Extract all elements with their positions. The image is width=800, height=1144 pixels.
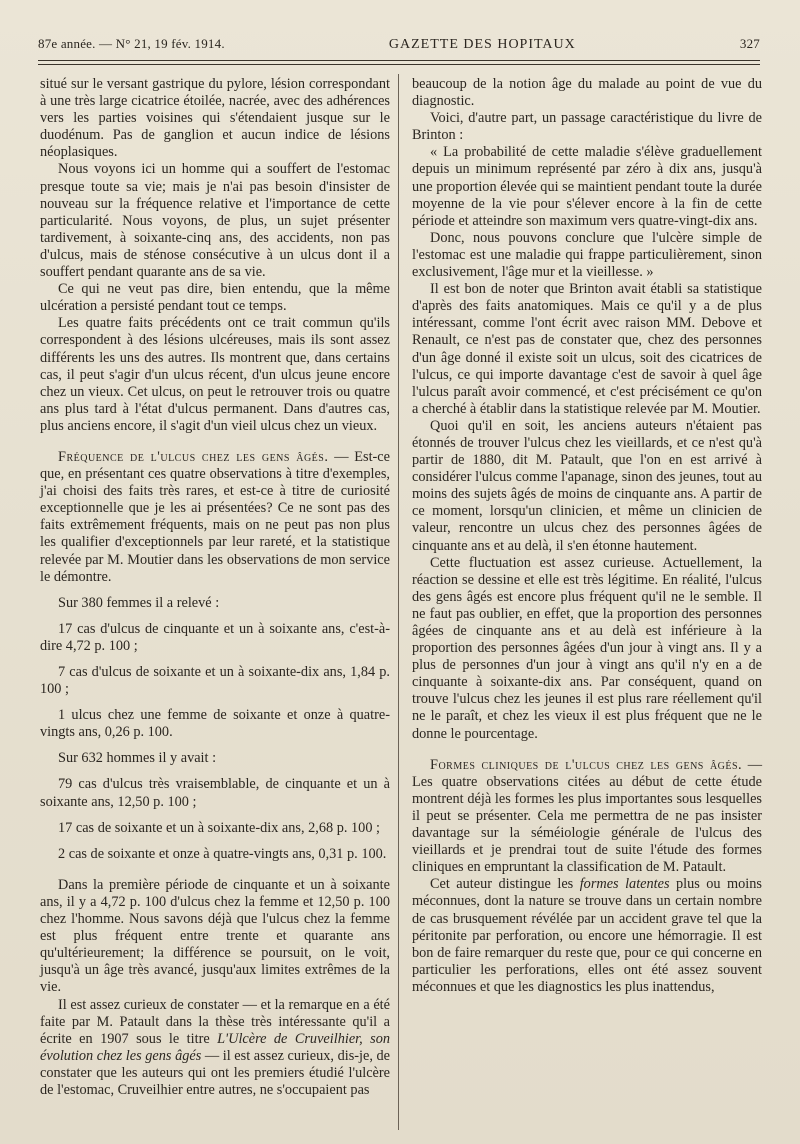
section-text: — Les quatre observations citées au début de cette étude montrent déjà les formes les plus importantes sous lesquelles il peut se présenter. Cela me permettra de ne pas insister davantage sur la séméiologie générale de l'ulcus des vieillards et je prendrai tout de suite l'étude des formes cliniques en empruntant la classification de M. Patault. [412,756,763,876]
text-run: Il est assez curieux de constater — et la remarque en a été faite par M. Patault dans la thèse très intéressante qu'il a écrite en 1907 sous le titre [40,996,390,1047]
left-column [40,76,390,1099]
text-run: — il est assez curieux, dis-je, de constater que les auteurs qui ont les premiers étudié l'ulcère de l'estomac, Cruveilhier entre autres, ne s'occupaient pas [40,1047,390,1098]
paragraph [412,876,762,996]
statistic-line: 79 cas d'ulcus très vraisemblable, de cinquante et un à soixante ans, 12,50 p. 100 ; [40,776,390,810]
paragraph: Nous voyons ici un homme qui a souffert de l'estomac presque toute sa vie; mais je n'ai pas besoin d'insister de nouveau sur la fréquence relative et l'importance de cette particularité. Nous voyons, de plus, un sujet présenter tardivement, à soixante-cinq ans, des accidents, non pas d'ulcus, mais de sténose consécutive à un ulcus dont il a souffert pendant quarante ans de sa vie. [40,161,390,281]
statistic-line: 1 ulcus chez une femme de soixante et onze à quatre-vingts ans, 0,26 p. 100. [40,707,390,741]
paragraph: situé sur le versant gastrique du pylore, lésion correspondant à une très large cicatrice étoilée, nacrée, avec des adhérences vers les parties voisines qui s'étendaient jusque sur le duodénum. Pas de ganglion et aucun indice de lésions néoplasiques. [40,76,390,161]
paragraph: Cette fluctuation est assez curieuse. Actuellement, la réaction se dessine et elle est très légitime. En réalité, l'ulcus des gens âgés est encore plus fréquent qu'il ne le semble. Il ne faut pas oublier, en effet, que la proportion des personnes âgées de cinquante ans et au delà est inférieure à la proportion des personnes âgées d'un jour à vingt ans. Il y a plus de personnes d'un jour à vingt ans qu'il n'y en a de cinquante à soixante-dix ans. Par conséquent, quand on trouve l'ulcus chez les jeunes il est plus rare réellement qu'il ne le paraît, et chez les vieux il est plus fréquent que ne le donne le pourcentage. [412,554,762,742]
paragraph: Dans la première période de cinquante et un à soixante ans, il y a 4,72 p. 100 d'ulcus chez la femme et 12,50 p. 100 chez l'homme. Nous savons déjà que l'ulcus chez la femme est plus fréquent entre trente et quarante ans qu'ultérieurement; la différence se poursuit, on le voit, jusqu'à un âge très avancé, jusqu'aux limites extrêmes de la vie. [40,876,390,996]
paragraph: Ce qui ne veut pas dire, bien entendu, que la même ulcération a persisté pendant tout ce temps. [40,281,390,315]
section-text: — Est-ce que, en présentant ces quatre observations à titre d'exemples, j'ai choisi des faits très rares, et est-ce à titre de curiosité exceptionnelle que je les ai présentées? Ce ne sont pas des faits extrêmement fréquents, mais on ne peut pas non plus les qualifier d'exceptionnels par leur rareté, et la statistique relevée par M. Moutier dans les observations de mon service le démontre. [40,448,390,585]
running-header [38,36,760,58]
right-column [412,76,762,996]
section-paragraph [412,757,762,877]
paragraph: beaucoup de la notion âge du malade au point de vue du diagnostic. [412,76,762,110]
text-run: plus ou moins méconnues, dont la nature se trouve dans un certain nombre de cas brusquement révélée par un accident grave tel que la péritonite par perforation, ou encore une hémorragie. Il est bon de faire remarquer du reste que, pour ce qui concerne en particulier les perforations, elles ont été assez souvent méconnues et que les diagnostics les plus inattendus, [412,876,762,995]
statistic-line: 7 cas d'ulcus de soixante et un à soixante-dix ans, 1,84 p. 100 ; [40,664,390,698]
section-heading: Fréquence de l'ulcus chez les gens âgés. [58,448,329,465]
page-number: 327 [739,36,760,51]
paragraph: Voici, d'autre part, un passage caractéristique du livre de Brinton : [412,110,762,144]
column-separator [398,74,399,1130]
paragraph: Les quatre faits précédents ont ce trait commun qu'ils correspondent à des lésions ulcéreuses, mais ils sont assez différents les uns des autres. Ils montrent que, dans certains cas, il peut s'agir d'un ulcus récent, d'un ulcus jeune encore chez un vieux. Cet ulcus, on peut le retrouver trois ou quatre ans plus tard à l'état d'ulcus permanent. Dans d'autres cas, plus anciens encore, il s'agit d'un vieil ulcus chez un vieux. [40,315,390,434]
statistic-line: 2 cas de soixante et onze à quatre-vingts ans, 0,31 p. 100. [58,845,387,862]
paragraph: Il est bon de noter que Brinton avait établi sa statistique d'après des faits anatomiques. Mais ce qu'il y a de plus intéressant, comme l'ont écrit avec raison MM. Debove et Renault, ce n'est pas de constater que, chez des personnes d'un âge donné il existe soit un ulcus, soit des cicatrices de l'ulcus, ce qui importe davantage c'est de savoir à quel âge l'ulcus paraît avoir commencé, et c'est précisément ce qu'on a cherché à établir dans la statistique relevée par M. Moutier. [412,281,762,417]
text-run: Cet auteur distingue les [430,876,580,893]
thesis-title: L'Ulcère de Cruveilhier, son évolution chez les gens âgés [40,1030,390,1064]
quotation: Donc, nous pouvons conclure que l'ulcère simple de l'estomac est une maladie qui frappe particulièrement, sinon exclusivement, l'âge mur et la vieillesse. » [412,229,762,281]
paragraph: Quoi qu'il en soit, les anciens auteurs n'étaient pas étonnés de trouver l'ulcus chez les vieillards, et ce n'est qu'à partir de 1880, dit M. Patault, que l'on en est arrivé à considérer l'ulcus comme l'apanage, sinon des jeunes, tout au moins des sujets âgés de moins de cinquante ans. A partir de ce moment, lorsqu'un clinicien, et même un clinicien de valeur, rencontre un ulcus chez des personnes âgées de cinquante ans et au delà, il s'en étonne hautement. [412,417,762,554]
paragraph: Sur 632 hommes il y avait : [58,750,217,767]
header-rule-thick [38,60,760,61]
journal-title: GAZETTE DES HOPITAUX [388,37,576,52]
section-heading: Formes cliniques de l'ulcus chez les gens âgés. [430,756,743,773]
quotation: « La probabilité de cette maladie s'élève graduellement depuis un minimum représenté par zéro à dix ans, jusqu'à une proportion élevée qui se maintient pendant toute la durée moyenne de la vie pour s'élever encore à la fin de cette période et atteindre son maximum vers quatre-vingt-dix ans. [412,144,762,229]
section-paragraph [40,449,390,586]
paragraph [40,997,390,1100]
emphasis: formes latentes [579,876,670,893]
issue-info: 87e année. — N° 21, 19 fév. 1914. [38,36,225,51]
header-rule-thin [38,64,760,65]
statistic-line: 17 cas de soixante et un à soixante-dix ans, 2,68 p. 100 ; [58,819,381,836]
statistic-line: 17 cas d'ulcus de cinquante et un à soixante ans, c'est-à-dire 4,72 p. 100 ; [40,620,390,654]
paragraph: Sur 380 femmes il a relevé : [58,594,220,611]
